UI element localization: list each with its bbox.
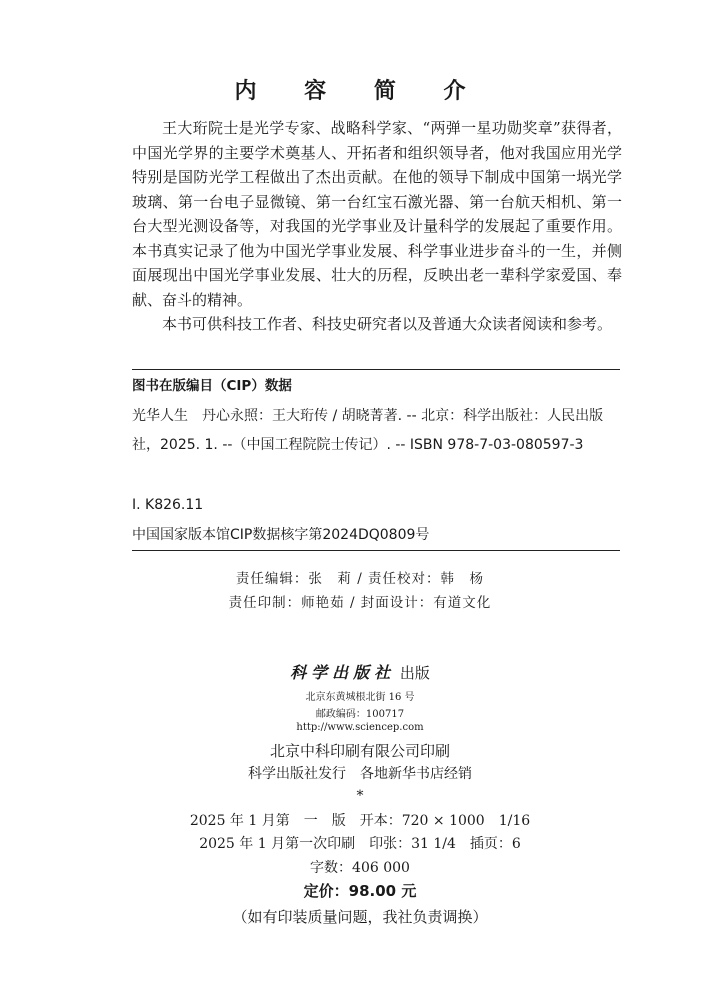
cip-record-number: 中国国家版本馆CIP数据核字第2024DQ0809号: [132, 527, 430, 543]
credits-production: 责任印制：师艳茹 / 封面设计：有道文化: [228, 595, 492, 611]
publisher-line: [0, 660, 720, 683]
publisher-postcode: 邮政编码：100717: [315, 709, 405, 720]
publisher-website: http://www.sciencep.com: [296, 722, 424, 733]
quality-notice: （如有印装质量问题，我社负责调换）: [232, 908, 488, 926]
credits-editors: 责任编辑：张 莉 / 责任校对：韩 杨: [235, 571, 485, 587]
word-count: 字数：406 000: [310, 860, 410, 876]
publisher-suffix: 出版: [395, 664, 430, 682]
summary-paragraph: 王大珩院士是光学专家、战略科学家、“两弹一星功勋奖章”获得者，中国光学界的主要学术奠基人、开拓者和组织领导者，他对我国应用光学特别是国防光学工程做出了杰出贡献。在他的领导下制成中国第一埚光学玻璃、第一台电子显微镜、第一台红宝石激光器、第一台航天相机、第一台大型光测设备等，对我国的光学事业及计量科学的发展起了重要作用。本书真实记录了他为中国光学事业发展、科学事业进步奋斗的一生，并侧面展现出中国光学事业发展、壮大的历程，反映出老一辈科学家爱国、奉献、奋斗的精神。: [132, 119, 622, 309]
publisher-logotype: 科学出版社: [290, 663, 396, 682]
edition-info: 2025 年 1 月第 一 版 开本：720 × 1000 1/16: [189, 813, 531, 829]
cip-classification: Ⅰ. K826.11: [132, 497, 204, 513]
price: 定价：98.00 元: [303, 882, 417, 900]
summary-title: 内 容 简 介: [234, 78, 486, 104]
distribution: 科学出版社发行 各地新华书店经销: [248, 766, 472, 782]
summary-paragraph: 本书可供科技工作者、科技史研究者以及普通大众读者阅读和参考。: [162, 315, 613, 333]
cip-heading: 图书在版编目（CIP）数据: [132, 378, 292, 394]
cip-top-rule: [132, 369, 620, 370]
printer: 北京中科印刷有限公司印刷: [269, 742, 450, 760]
cip-description: 光华人生 丹心永照：王大珩传 / 胡晓菁著. -- 北京：科学出版社：人民出版社，2025. 1. --（中国工程院院士传记）. -- ISBN 978-7-03-080597-3: [132, 408, 604, 453]
summary-body: [132, 116, 622, 337]
printing-info: 2025 年 1 月第一次印刷 印张：31 1/4 插页：6: [199, 836, 521, 852]
separator-asterisk: *: [356, 788, 364, 804]
cip-bottom-rule: [132, 550, 620, 551]
publisher-address: 北京东黄城根北街 16 号: [305, 692, 415, 703]
